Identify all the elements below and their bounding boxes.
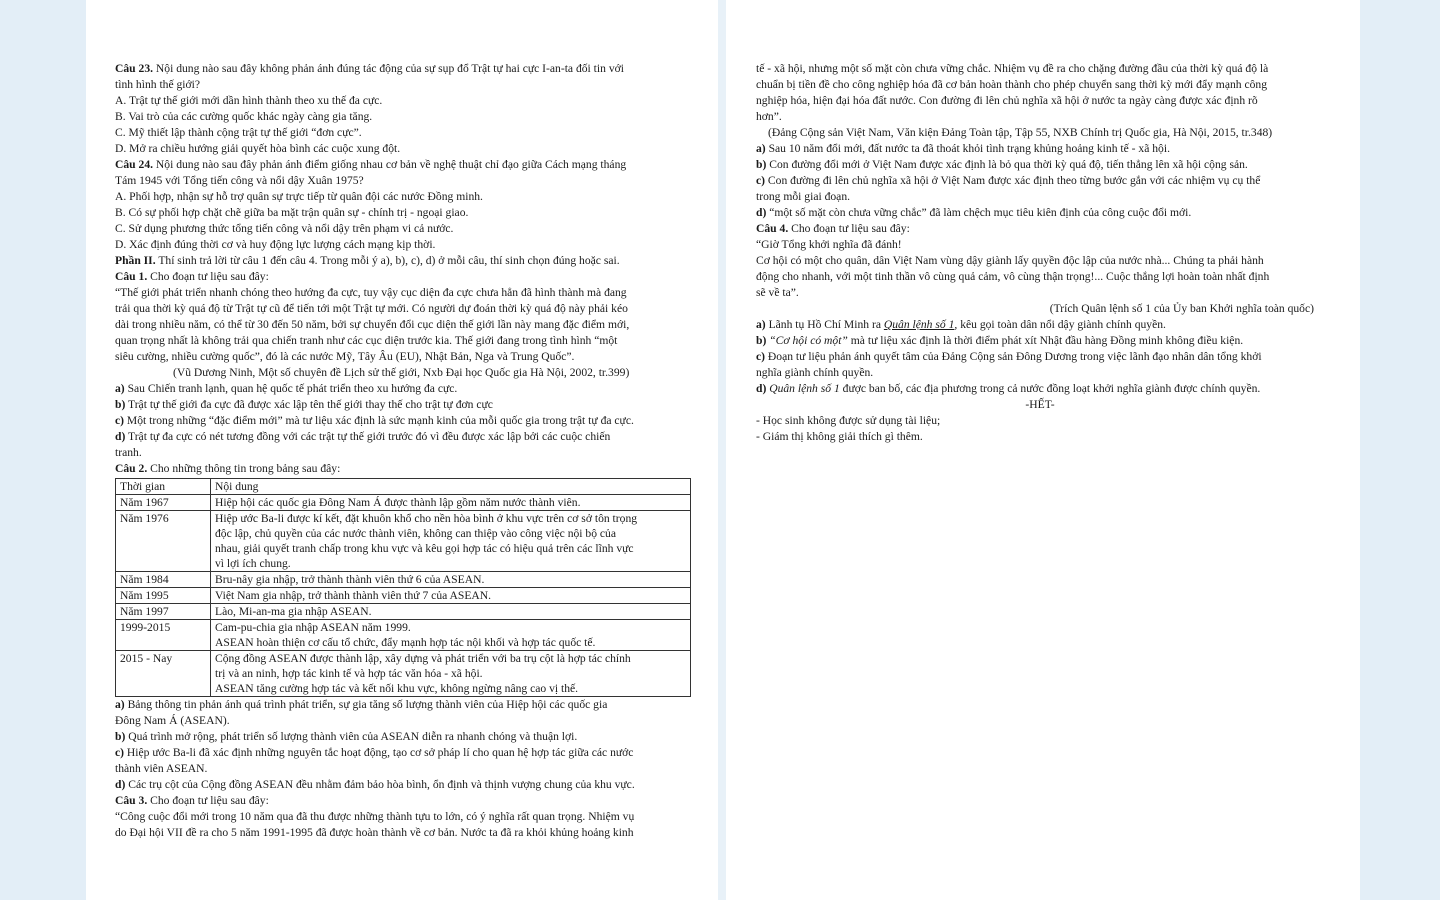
q23-line-1: Câu 23. Nội dung nào sau đây không phản ánh đúng tác động của sự sụp đổ Trật tự hai cực I-an-ta đối tin với [115, 62, 624, 75]
c1-quote-line: “Thế giới phát triển nhanh chóng theo hướng đa cực, tuy vậy cục diện đa cực chưa hẳn đã hình thành mà đang [115, 286, 627, 299]
q23-option-a: A. Trật tự thế giới mới dần hình thành theo xu thế đa cực. [115, 94, 383, 107]
c2-statement-d: d) Các trụ cột của Cộng đồng ASEAN đều nhằm đảm bảo hòa bình, ổn định và thịnh vượng chung của khu vực. [115, 778, 635, 791]
background-left-margin [0, 0, 86, 900]
table-cell-content: Lào, Mi-an-ma gia nhập ASEAN. [211, 604, 691, 620]
q23-option-d: D. Mở ra chiều hướng giải quyết hòa bình các cuộc xung đột. [115, 142, 401, 155]
exam-note: - Giám thị không giải thích gì thêm. [756, 430, 923, 443]
document-page-left[interactable] [86, 0, 718, 900]
table-cell-content: Bru-nây gia nhập, trở thành thành viên thứ 6 của ASEAN. [211, 572, 691, 588]
document-page-right[interactable] [726, 0, 1360, 900]
c1-quote-line: dài trong nhiều năm, có thể từ 30 đến 50 năm, bởi sự chuyển đổi cục diện thế giới lần này mang đặc điểm mới, [115, 318, 630, 331]
c3-heading: Câu 3. Cho đoạn tư liệu sau đây: [115, 794, 269, 807]
q23-option-b: B. Vai trò của các cường quốc khác ngày càng gia tăng. [115, 110, 373, 123]
table-cell-content: Hiệp hội các quốc gia Đông Nam Á được thành lập gồm năm nước thành viên. [211, 495, 691, 511]
c4-quote-line: “Giờ Tổng khởi nghĩa đã đánh! [756, 238, 902, 251]
c3-statement-a: a) Sau 10 năm đổi mới, đất nước ta đã thoát khỏi tình trạng khủng hoảng kinh tế - xã hội. [756, 142, 1170, 155]
c3-statement-d: d) “một số mặt còn chưa vững chắc” đã làm chệch mục tiêu kiên định của công cuộc đổi mới. [756, 206, 1192, 219]
table-row [116, 511, 691, 572]
table-cell-time: Năm 1967 [116, 495, 211, 511]
c1-quote-line: quan trọng nhất là không trải qua chiến tranh như các cục diện trước kia. Thế giới đang trong tình hình “một [115, 334, 618, 347]
c2-statement-a-cont: Đông Nam Á (ASEAN). [115, 714, 230, 727]
c4-quote-line: sẽ về ta”. [756, 286, 799, 299]
table-cell-time: Năm 1995 [116, 588, 211, 604]
table-cell-time: 1999-2015 [116, 620, 211, 651]
c2-statement-c: c) Hiệp ước Ba-li đã xác định những nguyên tắc hoạt động, tạo cơ sở pháp lí cho quan hệ hợp tác giữa các nước [115, 746, 634, 759]
c2-heading: Câu 2. Cho những thông tin trong bảng sau đây: [115, 462, 341, 475]
c3-quote-line: hơn”. [756, 110, 782, 123]
c2-statement-a: a) Bảng thông tin phản ánh quá trình phát triển, sự gia tăng số lượng thành viên của Hiệp hội các quốc gia [115, 698, 608, 711]
c3-quote-line: nghiệp hóa, hiện đại hóa đất nước. Con đường đi lên chủ nghĩa xã hội ở nước ta ngày càng được xác định rõ [756, 94, 1258, 107]
c4-statement-d: d) Quân lệnh số 1 được ban bố, các địa phương trong cả nước đồng loạt khởi nghĩa giành được chính quyền. [756, 382, 1261, 395]
table-header-time: Thời gian [116, 479, 211, 495]
c1-quote-line: siêu cường, nhiều cường quốc”, đó là các nước Mỹ, Tây Âu (EU), Nhật Bản, Nga và Trung Quốc”. [115, 350, 575, 363]
c4-quote-line: Cơ hội có một cho quân, dân Việt Nam vùng dậy giành lấy quyền độc lập của nước nhà... Chúng ta phải hành [756, 254, 1264, 267]
c3-statement-b: b) Con đường đổi mới ở Việt Nam được xác định là bỏ qua thời kỳ quá độ, tiến thẳng lên xã hội cộng sản. [756, 158, 1248, 171]
table-cell-content: Hiệp ước Ba-li được kí kết, đặt khuôn khổ cho nền hòa bình ở khu vực trên cơ sở tôn trọng độc lập, chủ quyền của các nước thành viên, không can thiệp vào công việc nội bộ của nhau, giải quyết tranh chấp trong khu vực và kêu gọi hợp tác có hiệu quả trên các lĩnh vực vì lợi ích chung. [211, 511, 691, 572]
c4-statement-a: a) Lãnh tụ Hồ Chí Minh ra Quân lệnh số 1, kêu gọi toàn dân nổi dậy giành chính quyền. [756, 318, 1166, 331]
c3-source: (Đảng Cộng sản Việt Nam, Văn kiện Đảng Toàn tập, Tập 55, NXB Chính trị Quốc gia, Hà Nội, 2015, tr.348) [768, 126, 1273, 139]
table-cell-time: Năm 1976 [116, 511, 211, 572]
table-cell-content: Cộng đồng ASEAN được thành lập, xây dựng và phát triển với ba trụ cột là hợp tác chính trị và an ninh, hợp tác kinh tế và hợp tác văn hóa - xã hội. ASEAN tăng cường hợp tác và kết nối khu vực, không ngừng nâng cao vị thế. [211, 651, 691, 697]
c2-statement-c-cont: thành viên ASEAN. [115, 762, 208, 775]
q23-line-2: tình hình thế giới? [115, 78, 201, 91]
table-cell-time: Năm 1997 [116, 604, 211, 620]
table-header-row [116, 479, 691, 495]
c3-quote-line: chuẩn bị tiền đề cho công nghiệp hóa đã cơ bản hoàn thành cho phép chuyển sang thời kỳ mới đẩy mạnh công [756, 78, 1267, 91]
c1-statement-a: a) Sau Chiến tranh lạnh, quan hệ quốc tế phát triển theo xu hướng đa cực. [115, 382, 458, 395]
q24-option-d: D. Xác định đúng thời cơ và huy động lực lượng cách mạng kịp thời. [115, 238, 436, 251]
c4-heading: Câu 4. Cho đoạn tư liệu sau đây: [756, 222, 910, 235]
q24-option-b: B. Có sự phối hợp chặt chẽ giữa ba mặt trận quân sự - chính trị - ngoại giao. [115, 206, 469, 219]
table-cell-time: 2015 - Nay [116, 651, 211, 697]
table-row [116, 651, 691, 697]
table-cell-time: Năm 1984 [116, 572, 211, 588]
table-row [116, 620, 691, 651]
c1-heading: Câu 1. Cho đoạn tư liệu sau đây: [115, 270, 269, 283]
c1-statement-b: b) Trật tự thế giới đa cực đã được xác lập tên thế giới thay thế cho trật tự đơn cực [115, 398, 493, 411]
q24-option-a: A. Phối hợp, nhận sự hỗ trợ quân sự trực tiếp từ quân đội các nước Đồng minh. [115, 190, 483, 203]
c1-statement-c: c) Một trong những “đặc điểm mới” mà tư liệu xác định là sức mạnh kinh của mỗi quốc gia trong trật tự đa cực. [115, 414, 634, 427]
background-right-margin [1360, 0, 1440, 900]
table-row [116, 604, 691, 620]
c4-statement-c: c) Đoạn tư liệu phản ánh quyết tâm của Đảng Cộng sản Đông Dương trong việc lãnh đạo nhân dân tổng khởi [756, 350, 1262, 363]
c4-quote-line: động cho nhanh, với một tinh thần vô cùng quả cảm, vô cùng thận trọng!... Cuộc thắng lợi hoàn toàn nhất định [756, 270, 1270, 283]
q24-option-c: C. Sử dụng phương thức tổng tiến công và nổi dậy trên phạm vi cả nước. [115, 222, 454, 235]
c3-quote-line: tế - xã hội, nhưng một số mặt còn chưa vững chắc. Nhiệm vụ đề ra cho chặng đường đầu của thời kỳ quá độ là [756, 62, 1269, 75]
c2-statement-b: b) Quá trình mở rộng, phát triển số lượng thành viên của ASEAN diễn ra nhanh chóng và thuận lợi. [115, 730, 578, 743]
c4-statement-c-cont: nghĩa giành chính quyền. [756, 366, 874, 379]
c3-quote-line: “Công cuộc đổi mới trong 10 năm qua đã thu được những thành tựu to lớn, có ý nghĩa rất quan trọng. Nhiệm vụ [115, 810, 635, 823]
c3-statement-c-cont: trong mỗi giai đoạn. [756, 190, 851, 203]
c3-quote-line: do Đại hội VII đề ra cho 5 năm 1991-1995 đã được hoàn thành về cơ bản. Nước ta đã ra khỏi khủng hoảng kinh [115, 826, 634, 839]
table-row [116, 572, 691, 588]
q23-option-c: C. Mỹ thiết lập thành cộng trật tự thế giới “đơn cực”. [115, 126, 362, 139]
table-row [116, 495, 691, 511]
table-cell-content: Việt Nam gia nhập, trở thành thành viên thứ 7 của ASEAN. [211, 588, 691, 604]
c1-statement-d: d) Trật tự đa cực có nét tương đồng với các trật tự thế giới trước đó vì đều được xác lập bởi các cuộc chiến [115, 430, 611, 443]
table-header-content: Nội dung [211, 479, 691, 495]
q24-line-2: Tám 1945 với Tổng tiến công và nổi dậy Xuân 1975? [115, 174, 364, 187]
part2-heading: Phần II. Thí sinh trả lời từ câu 1 đến câu 4. Trong mỗi ý a), b), c), d) ở mỗi câu, thí sinh chọn đúng hoặc sai. [115, 254, 620, 267]
c1-statement-d-cont: tranh. [115, 446, 142, 459]
asean-timeline-table [115, 478, 691, 697]
c4-statement-b: b) “Cơ hội có một” mà tư liệu xác định là thời điểm phát xít Nhật đầu hàng Đồng minh không điều kiện. [756, 334, 1244, 347]
q24-line-1: Câu 24. Nội dung nào sau đây phản ánh điểm giống nhau cơ bản về nghệ thuật chỉ đạo giữa Cách mạng tháng [115, 158, 627, 171]
c4-source: (Trích Quân lệnh số 1 của Ủy ban Khởi nghĩa toàn quốc) [1049, 302, 1314, 315]
end-marker: -HẾT- [1025, 398, 1055, 411]
exam-note: - Học sinh không được sử dụng tài liệu; [756, 414, 941, 427]
c1-quote-line: trải qua thời kỳ quá độ từ Trật tự cũ để tiến tới một Trật tự mới. Có người dự đoán thời kỳ quá độ này phải kéo [115, 302, 628, 315]
c1-source: (Vũ Dương Ninh, Một số chuyên đề Lịch sử thế giới, Nxb Đại học Quốc gia Hà Nội, 2002, tr.399) [173, 366, 630, 379]
c3-statement-c: c) Con đường đi lên chủ nghĩa xã hội ở Việt Nam được xác định theo từng bước gắn với các nhiệm vụ cụ thể [756, 174, 1261, 187]
table-row [116, 588, 691, 604]
table-cell-content: Cam-pu-chia gia nhập ASEAN năm 1999. ASEAN hoàn thiện cơ cấu tổ chức, đẩy mạnh hợp tác nội khối và hợp tác quốc tế. [211, 620, 691, 651]
